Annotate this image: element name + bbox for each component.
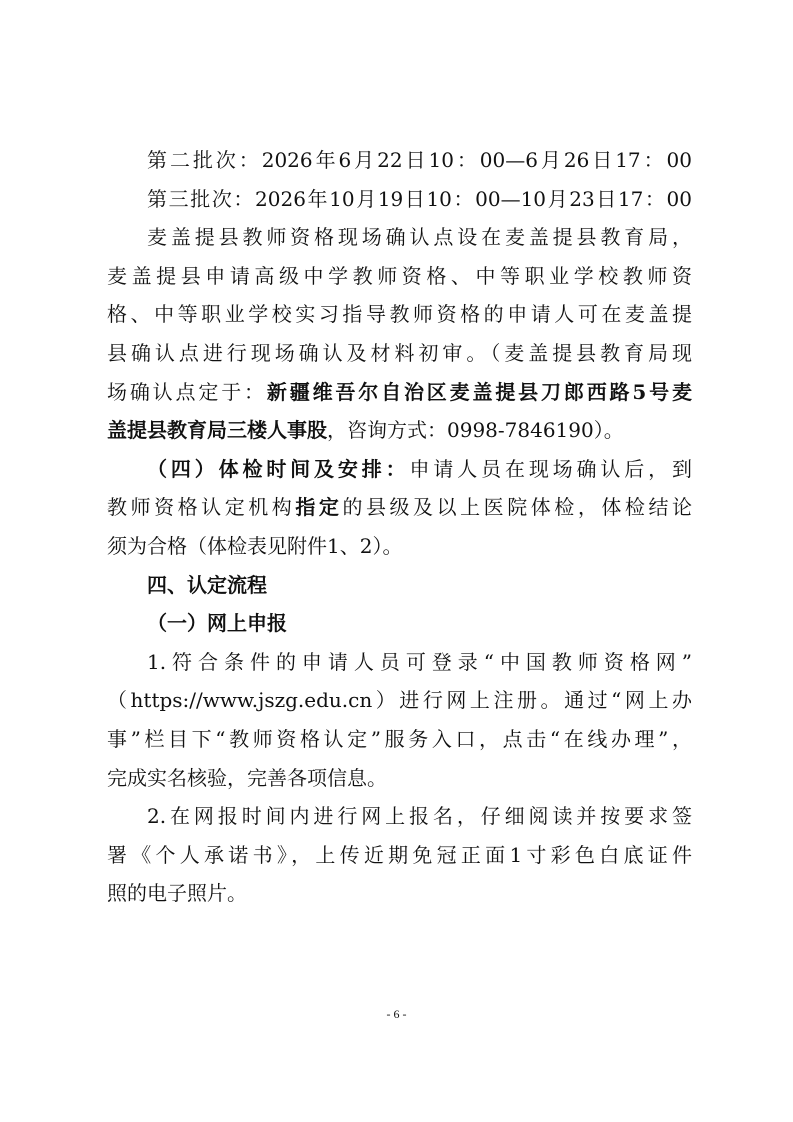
bold-address: 盖提县教育局三楼人事股 [107, 418, 327, 443]
text-run: ，咨询方式：0998-7846190）。 [327, 418, 624, 443]
document-body [107, 141, 692, 913]
text-line: （https://www.jszg.edu.cn）进行网上注册。通过“网上办 [107, 688, 692, 713]
text-line: 2.在网报时间内进行网上报名，仔细阅读并按要求签 [147, 804, 692, 829]
text-line: 1.符合条件的申请人员可登录“中国教师资格网” [147, 649, 692, 674]
bold-emphasis: 指定 [295, 495, 343, 520]
text-run: 申请人员在现场确认后，到 [409, 456, 692, 481]
text-line: 第三批次：2026年10月19日10：00—10月23日17：00 [147, 186, 692, 211]
text-line [107, 450, 692, 489]
text-line: 格、中等职业学校实习指导教师资格的申请人可在麦盖提 [107, 302, 692, 327]
text-line: 完成实名核验，完善各项信息。 [107, 765, 387, 790]
text-line [107, 488, 692, 527]
section-heading: （四）体检时间及安排： [147, 456, 410, 481]
text-line: 麦盖提县教师资格现场确认点设在麦盖提县教育局， [147, 225, 692, 250]
text-line: 照的电子照片。 [107, 881, 247, 906]
page-number: - 6 - [386, 1007, 407, 1021]
text-line: 事”栏目下“教师资格认定”服务入口，点击“在线办理”， [107, 726, 692, 751]
heading-text: 四、认定流程 [147, 572, 267, 597]
text-line: 须为合格（体检表见附件1、2）。 [107, 533, 403, 558]
text-line: 麦盖提县申请高级中学教师资格、中等职业学校教师资 [107, 263, 692, 288]
bold-address: 新疆维吾尔自治区麦盖提县刀郎西路5号麦 [266, 379, 692, 404]
text-run: 场确认点定于： [107, 379, 267, 404]
text-line [107, 373, 692, 412]
text-line [107, 411, 692, 450]
text-line: 署《个人承诺书》，上传近期免冠正面1寸彩色白底证件 [107, 842, 692, 867]
text-line: 第二批次：2026年6月22日10：00—6月26日17：00 [147, 148, 692, 172]
section-heading [107, 566, 692, 605]
text-line: 县确认点进行现场确认及材料初审。（麦盖提县教育局现 [107, 340, 692, 365]
text-run: 的县级及以上医院体检，体检结论 [342, 495, 693, 520]
text-run: 教师资格认定机构 [107, 495, 296, 520]
heading-text: （一）网上申报 [147, 611, 287, 636]
subsection-heading [107, 604, 692, 643]
